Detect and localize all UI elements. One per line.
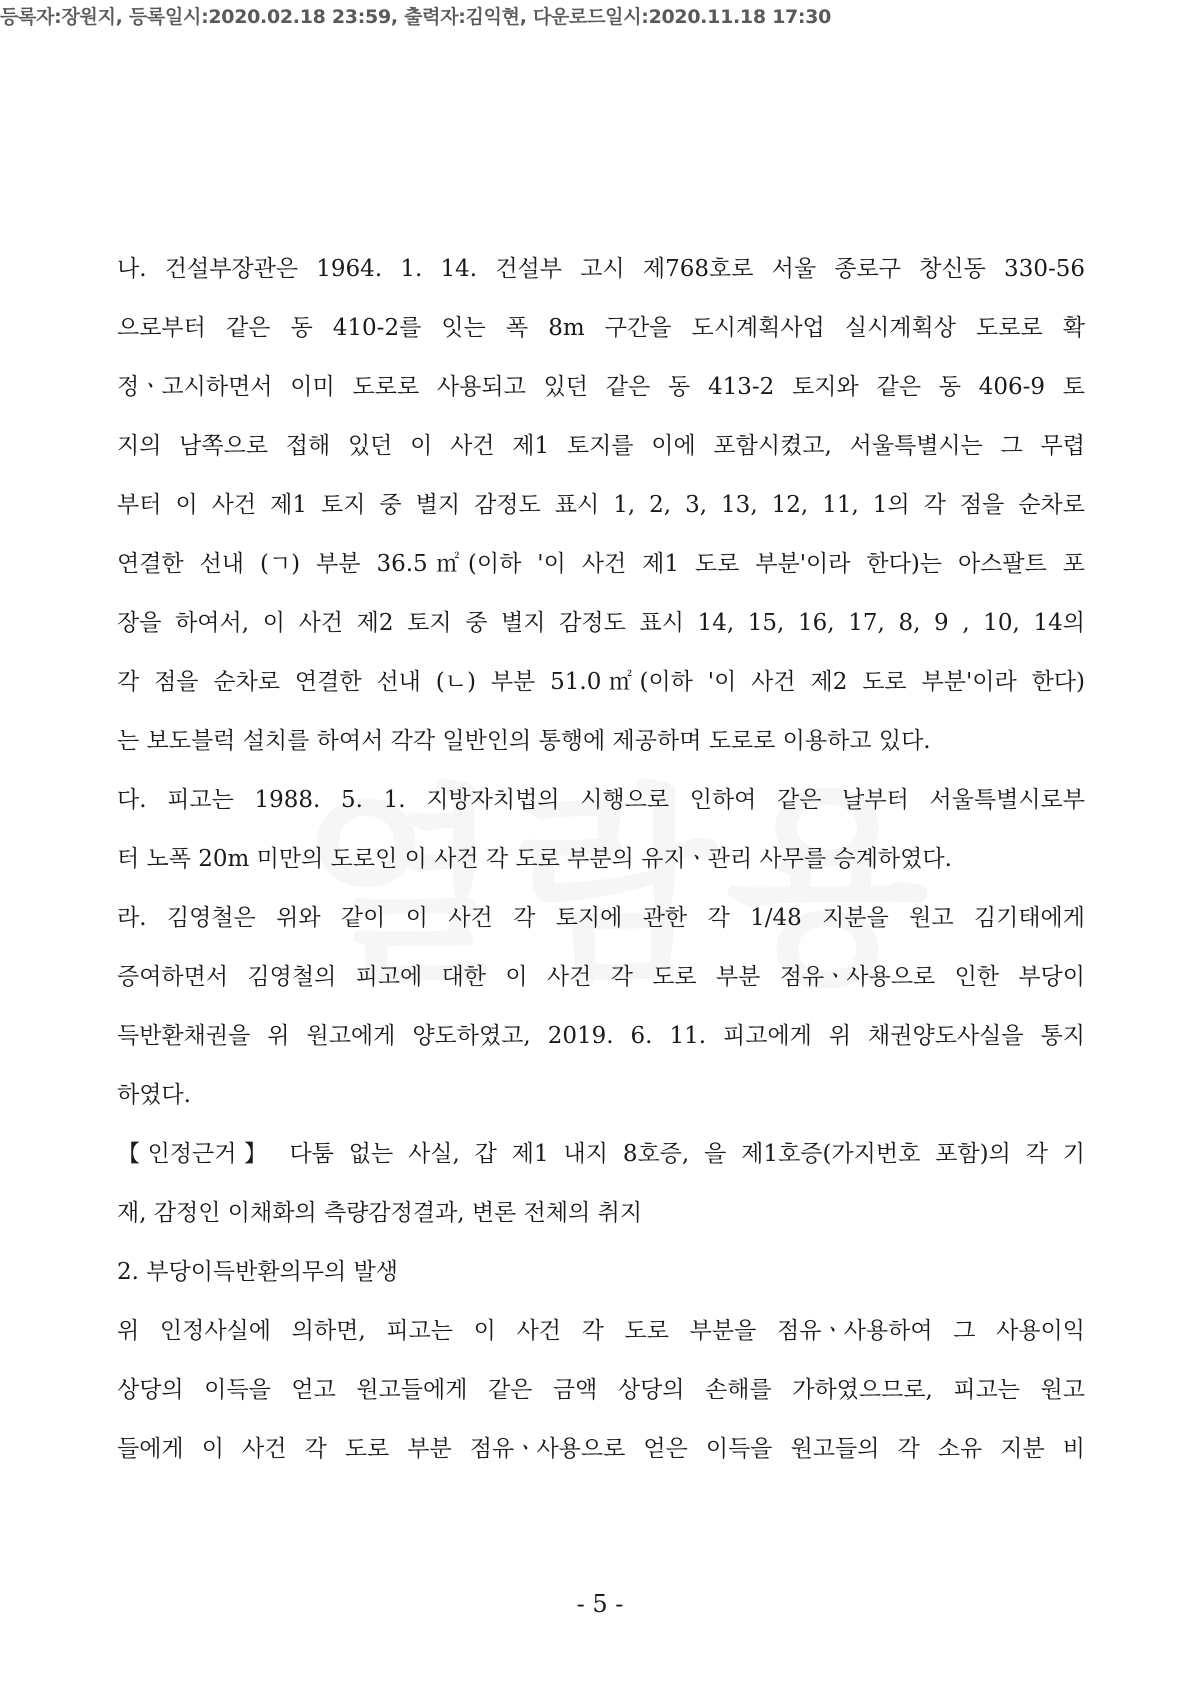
- text-line: 지의 남쪽으로 접해 있던 이 사건 제1 토지를 이에 포함시켰고, 서울특별시는 그 무렵: [117, 433, 1085, 459]
- text-line: 터 노폭 20m 미만의 도로인 이 사건 각 도로 부분의 유지ㆍ관리 사무를 승계하였다.: [117, 846, 952, 872]
- text-line: 증여하면서 김영철의 피고에 대한 이 사건 각 도로 부분 점유ㆍ사용으로 인한 부당이: [117, 964, 1085, 990]
- text-line: 연결한 선내 (ㄱ) 부분 36.5㎡(이하 '이 사건 제1 도로 부분'이라 한다)는 아스팔트 포: [117, 551, 1085, 577]
- text-line: 득반환채권을 위 원고에게 양도하였고, 2019. 6. 11. 피고에게 위 채권양도사실을 통지: [117, 1023, 1085, 1049]
- text-line: 부터 이 사건 제1 토지 중 별지 감정도 표시 1, 2, 3, 13, 12, 11, 1의 각 점을 순차로: [117, 492, 1085, 518]
- text-line: 라. 김영철은 위와 같이 이 사건 각 토지에 관한 각 1/48 지분을 원고 김기태에게: [117, 905, 1085, 931]
- text-line: 으로부터 같은 동 410-2를 잇는 폭 8m 구간을 도시계획사업 실시계획상 도로로 확: [117, 315, 1085, 341]
- text-line: 는 보도블럭 설치를 하여서 각각 일반인의 통행에 제공하며 도로로 이용하고 있다.: [117, 728, 931, 754]
- text-line: 각 점을 순차로 연결한 선내 (ㄴ) 부분 51.0㎡(이하 '이 사건 제2 도로 부분'이라 한다): [117, 669, 1085, 695]
- text-line: 【인정근거】 다툼 없는 사실, 갑 제1 내지 8호증, 을 제1호증(가지번호 포함)의 각 기: [117, 1141, 1085, 1167]
- text-line: 장을 하여서, 이 사건 제2 토지 중 별지 감정도 표시 14, 15, 16, 17, 8, 9 , 10, 14의: [117, 610, 1085, 636]
- page-number: - 5 -: [576, 1590, 624, 1618]
- text-line: 나. 건설부장관은 1964. 1. 14. 건설부 고시 제768호로 서울 종로구 창신동 330-56: [117, 256, 1085, 282]
- text-line: 하였다.: [117, 1082, 191, 1108]
- text-line: 정ㆍ고시하면서 이미 도로로 사용되고 있던 같은 동 413-2 토지와 같은 동 406-9 토: [117, 374, 1085, 400]
- text-line: 재, 감정인 이채화의 측량감정결과, 변론 전체의 취지: [117, 1200, 643, 1226]
- print-info-header: 등록자:장원지, 등록일시:2020.02.18 23:59, 출력자:김익현, 다운로드일시:2020.11.18 17:30: [0, 6, 832, 28]
- document-body: [117, 240, 1085, 1479]
- section-heading: 2. 부당이득반환의무의 발생: [117, 1259, 398, 1285]
- text-line: 들에게 이 사건 각 도로 부분 점유ㆍ사용으로 얻은 이득을 원고들의 각 소유 지분 비: [117, 1436, 1085, 1462]
- text-line: 위 인정사실에 의하면, 피고는 이 사건 각 도로 부분을 점유ㆍ사용하여 그 사용이익: [117, 1318, 1085, 1344]
- text-line: 상당의 이득을 얻고 원고들에게 같은 금액 상당의 손해를 가하였으므로, 피고는 원고: [117, 1377, 1085, 1403]
- text-line: 다. 피고는 1988. 5. 1. 지방자치법의 시행으로 인하여 같은 날부터 서울특별시로부: [117, 787, 1085, 813]
